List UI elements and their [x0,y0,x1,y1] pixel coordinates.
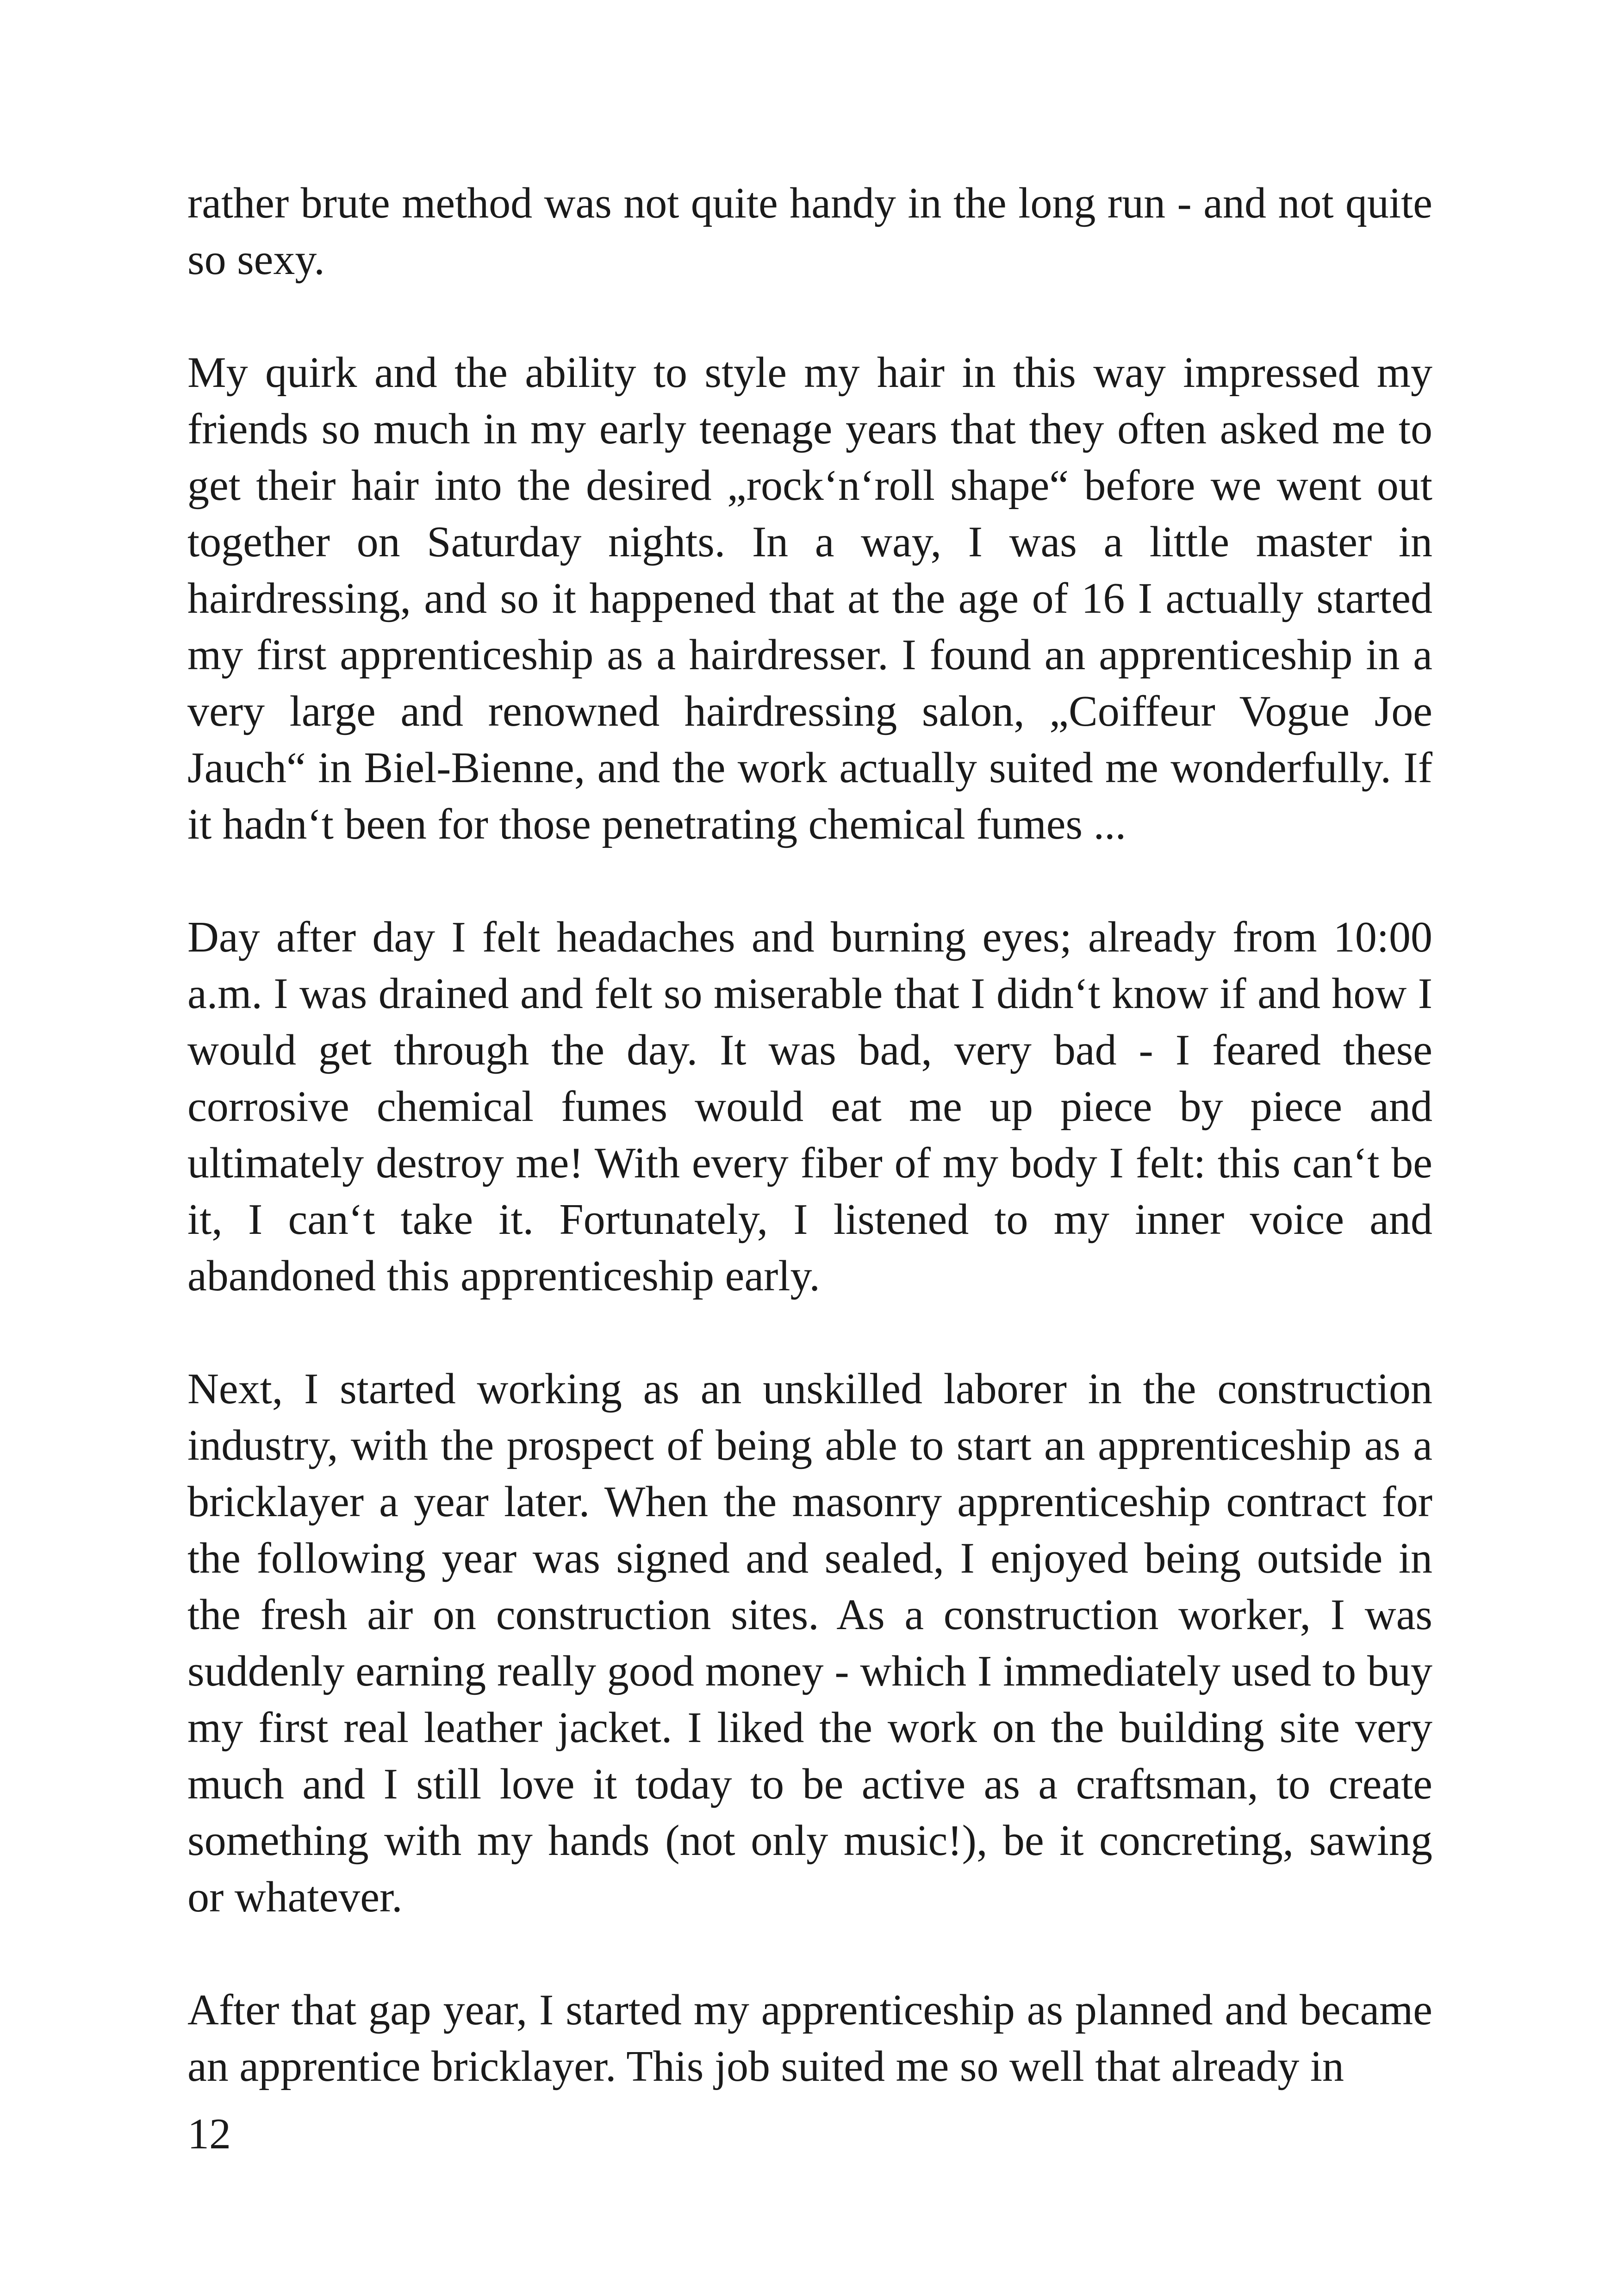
paragraph-3: Day after day I felt headaches and burning eyes; already from 10:00 a.m. I was drained and felt so miserable that I didn‘t know if and how I would get through the day. It was bad, very bad - I feared these corrosive chemical fumes would eat me up piece by piece and ultimately destroy me! With every fiber of my body I felt: this can‘t be it, I can‘t take it. Fortunately, I listened to my inner voice and abandoned this apprenticeship early. [187,913,1432,1300]
page-number: 12 [187,2110,231,2158]
paragraph-1: rather brute method was not quite handy in the long run - and not quite so sexy. [187,179,1432,284]
body-text [187,175,1432,2095]
paragraph-4: Next, I started working as an unskilled laborer in the construction industry, with the prospect of being able to start an apprenticeship as a bricklayer a year later. When the masonry apprenticeship contract for the following year was signed and sealed, I enjoyed being outside in the fresh air on construction sites. As a construction worker, I was suddenly earning really good money - which I immediately used to buy my first real leather jacket. I liked the work on the building site very much and I still love it today to be active as a craftsman, to create something with my hands (not only music!), be it concreting, sawing or whatever. [187,1365,1432,1921]
paragraph-5: After that gap year, I started my apprenticeship as planned and became an apprentice bricklayer. This job suited me so well that already in [187,1986,1432,2091]
paragraph-2: My quirk and the ability to style my hair in this way impressed my friends so much in my early teenage years that they often asked me to get their hair into the desired „rock‘n‘roll shape“ before we went out together on Saturday nights. In a way, I was a little master in hairdressing, and so it happened that at the age of 16 I actually started my first apprenticeship as a hairdresser. I found an apprenticeship in a very large and renowned hairdressing salon, „Coiffeur Vogue Joe Jauch“ in Biel-Bienne, and the work actually suited me wonderfully. If it hadn‘t been for those penetrating chemical fumes ... [187,348,1432,848]
